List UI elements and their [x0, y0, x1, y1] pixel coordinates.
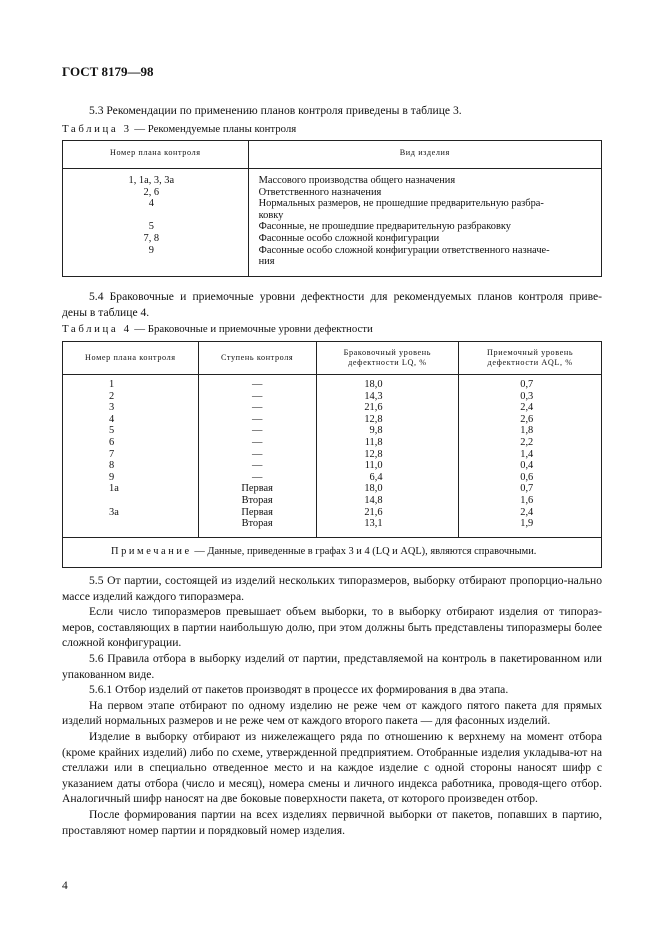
- table-3-kind: ния: [258, 256, 275, 268]
- table-4-label: Таблица 4: [62, 323, 132, 335]
- table-4-plan: 3: [109, 402, 115, 414]
- table-3-kind: Фасонные особо сложной конфигурации ответственного назначе-: [258, 244, 550, 256]
- paragraph: 5.5 От партии, состоящей из изделий нескольких типоразмеров, выборку отбирают пропорцио-нально массе изделий каждого типоразмера.: [62, 574, 602, 603]
- table-4-lq-value: 13,1: [364, 518, 383, 530]
- table-4-plan: 4: [109, 413, 115, 425]
- table-4-lq-value: 14,3: [364, 390, 383, 402]
- table-4-caption: [62, 323, 373, 335]
- table-3-label: Таблица 3: [62, 123, 132, 135]
- table-3-title: — Рекомендуемые планы контроля: [131, 123, 297, 135]
- table-4-lq-value: 11,0: [364, 460, 383, 472]
- table-3-plan: 4: [148, 198, 154, 210]
- table-4-plan: 7: [109, 448, 115, 460]
- table-3-kind: ковку: [258, 209, 284, 221]
- table-3-plans-column: [63, 169, 249, 277]
- table-4-lq-value: 21,6: [364, 506, 383, 518]
- paragraph: 5.6 Правила отбора в выборку изделий от партии, представляемой на контроль в пакетированном или упакованном виде.: [62, 651, 602, 681]
- paragraph: 5.6.1 Отбор изделий от пакетов производят в процессе их формирования в два этапа.: [89, 683, 509, 697]
- table-4-stage: —: [251, 390, 263, 402]
- table-3-plan: [63, 256, 240, 268]
- table-4-header-stage: Ступень контроля: [198, 342, 316, 375]
- table-4-stages-column: [198, 375, 316, 538]
- table-3-plan: 2, 6: [143, 186, 160, 198]
- table-4-stage: Первая: [241, 483, 273, 495]
- table-4-plans-column: [63, 375, 199, 538]
- table-4-lq-column: [316, 375, 459, 538]
- table-4-header-lq: Браковочный уровень дефектности LQ, %: [316, 342, 459, 375]
- table-3-header-plan: Номер плана контроля: [63, 141, 249, 169]
- table-3-kind: Фасонные особо сложной конфигурации: [258, 232, 440, 244]
- table-4-plan: 8: [109, 460, 115, 472]
- table-4-lq-value: 11,8: [364, 436, 383, 448]
- table-4-stage: —: [251, 402, 263, 414]
- section-5-4: [62, 289, 602, 320]
- table-4-lq-value: 18,0: [364, 379, 383, 390]
- table-4-stage: —: [251, 448, 263, 460]
- table-3-plan: 1, 1а, 3, 3а: [128, 175, 175, 186]
- table-4-lq-value: 12,8: [364, 413, 383, 425]
- table-4-aql-column: [459, 375, 602, 538]
- table-4-aql-value: 0,4: [520, 460, 534, 472]
- table-4-stage: —: [251, 471, 263, 483]
- paragraph: Если число типоразмеров превышает объем выборки, то в выборку отбирают изделия от типораз-меров, составляющих в партии наибольшую долю, при этом должны быть представлены типоразмеры более сложной конфигурации.: [62, 605, 602, 650]
- table-4-aql-value: 1,4: [520, 448, 534, 460]
- table-4-aql-value: 1,8: [520, 425, 534, 437]
- table-4-stage: Вторая: [241, 494, 273, 506]
- paragraph: После формирования партии на всех изделиях первичной выборки от пакетов, попавших в партию, проставляют номер партии и порядковый номер изделия.: [62, 807, 602, 837]
- table-3-kinds-column: [248, 169, 601, 277]
- table-3-kind: Массового производства общего назначения: [258, 175, 456, 186]
- table-4-aql-value: 2,4: [520, 506, 534, 518]
- table-4-plan: 6: [109, 436, 115, 448]
- table-4: [62, 341, 602, 568]
- paragraph: Изделие в выборку отбирают из нижележащего ряда по отношению к верхнему на момент отбора (кроме крайних изделий) либо по схеме, утвержденной предприятием. Отобранные изделия укладыва-ют на стеллажи или в специально отведенное место и на каждое изделие с одной стороны наносят шифр с указанием даты отбора (число и месяц), номера смены и личного индекса работника, проводя-щего отбор. Аналогичный шифр наносят на две боковые поверхности пакета, от которого произведен отбор.: [62, 729, 602, 806]
- table-3-caption: [62, 123, 296, 135]
- table-4-stage: —: [251, 436, 263, 448]
- table-4-aql-value: 1,9: [520, 518, 534, 530]
- table-3-kind: Ответственного назначения: [258, 186, 382, 198]
- table-4-lq-value: 12,8: [364, 448, 383, 460]
- table-4-plan: 3а: [109, 506, 119, 518]
- table-4-plan: 1: [109, 379, 115, 390]
- table-4-stage: —: [251, 379, 263, 390]
- table-4-aql-value: 2,6: [520, 413, 534, 425]
- table-4-plan: 5: [109, 425, 115, 437]
- table-4-note-label: Примечание: [111, 546, 192, 558]
- table-4-lq-value: 9,8: [369, 425, 383, 437]
- table-4-stage: Первая: [241, 506, 273, 518]
- table-3-kind: Нормальных размеров, не прошедшие предварительную разбра-: [258, 198, 544, 210]
- table-4-aql-value: 0,7: [520, 379, 534, 390]
- section-5-3: 5.3 Рекомендации по применению планов контроля приведены в таблице 3.: [89, 104, 462, 117]
- section-5-4-line: дены в таблице 4.: [62, 305, 150, 319]
- table-4-lq-value: 14,8: [364, 494, 383, 506]
- table-4-note: [63, 537, 602, 567]
- table-4-stage: —: [251, 413, 263, 425]
- table-4-stage: Вторая: [241, 518, 273, 530]
- page-number: 4: [62, 880, 68, 892]
- table-4-aql-value: 2,2: [520, 436, 534, 448]
- table-4-aql-value: 0,3: [520, 390, 534, 402]
- table-3-plan: [63, 210, 240, 222]
- table-4-plan: 2: [109, 390, 115, 402]
- table-3: [62, 140, 602, 277]
- table-4-lq-value: 18,0: [364, 483, 383, 495]
- body-text: [62, 573, 602, 838]
- table-4-aql-value: 0,6: [520, 471, 534, 483]
- section-5-4-line: 5.4 Браковочные и приемочные уровни дефектности для рекомендуемых планов контроля приве-: [89, 290, 602, 303]
- table-4-header-aql: Приемочный уровень дефектности AQL, %: [459, 342, 602, 375]
- table-4-lq-value: 6,4: [369, 471, 383, 483]
- table-4-stage: —: [251, 425, 263, 437]
- table-4-stage: —: [251, 460, 263, 472]
- table-4-plan: [109, 518, 198, 530]
- table-3-plan: 9: [148, 244, 154, 256]
- table-4-title: — Браковочные и приемочные уровни дефектности: [131, 323, 373, 335]
- table-4-lq-value: 21,6: [364, 402, 383, 414]
- table-4-aql-value: 2,4: [520, 402, 534, 414]
- document-header: ГОСТ 8179—98: [62, 64, 154, 79]
- table-3-header-kind: Вид изделия: [248, 141, 601, 169]
- table-4-header-plan: Номер плана контроля: [63, 342, 199, 375]
- table-3-plan: 7, 8: [143, 232, 160, 244]
- table-4-aql-value: 1,6: [520, 494, 534, 506]
- table-4-note-text: — Данные, приведенные в графах 3 и 4 (LQ и AQL), являются справочными.: [191, 546, 537, 558]
- table-4-plan: 1а: [109, 483, 119, 495]
- table-4-plan: 9: [109, 471, 115, 483]
- table-4-plan: [109, 495, 198, 507]
- table-3-plan: 5: [148, 221, 154, 233]
- table-4-aql-value: 0,7: [520, 483, 534, 495]
- table-3-kind: Фасонные, не прошедшие предварительную разбраковку: [258, 221, 511, 233]
- paragraph: На первом этапе отбирают по одному изделию не реже чем от каждого пятого пакета для прямых изделий нормальных размеров и не реже чем от каждого второго пакета — для фасонных изделий.: [62, 698, 602, 728]
